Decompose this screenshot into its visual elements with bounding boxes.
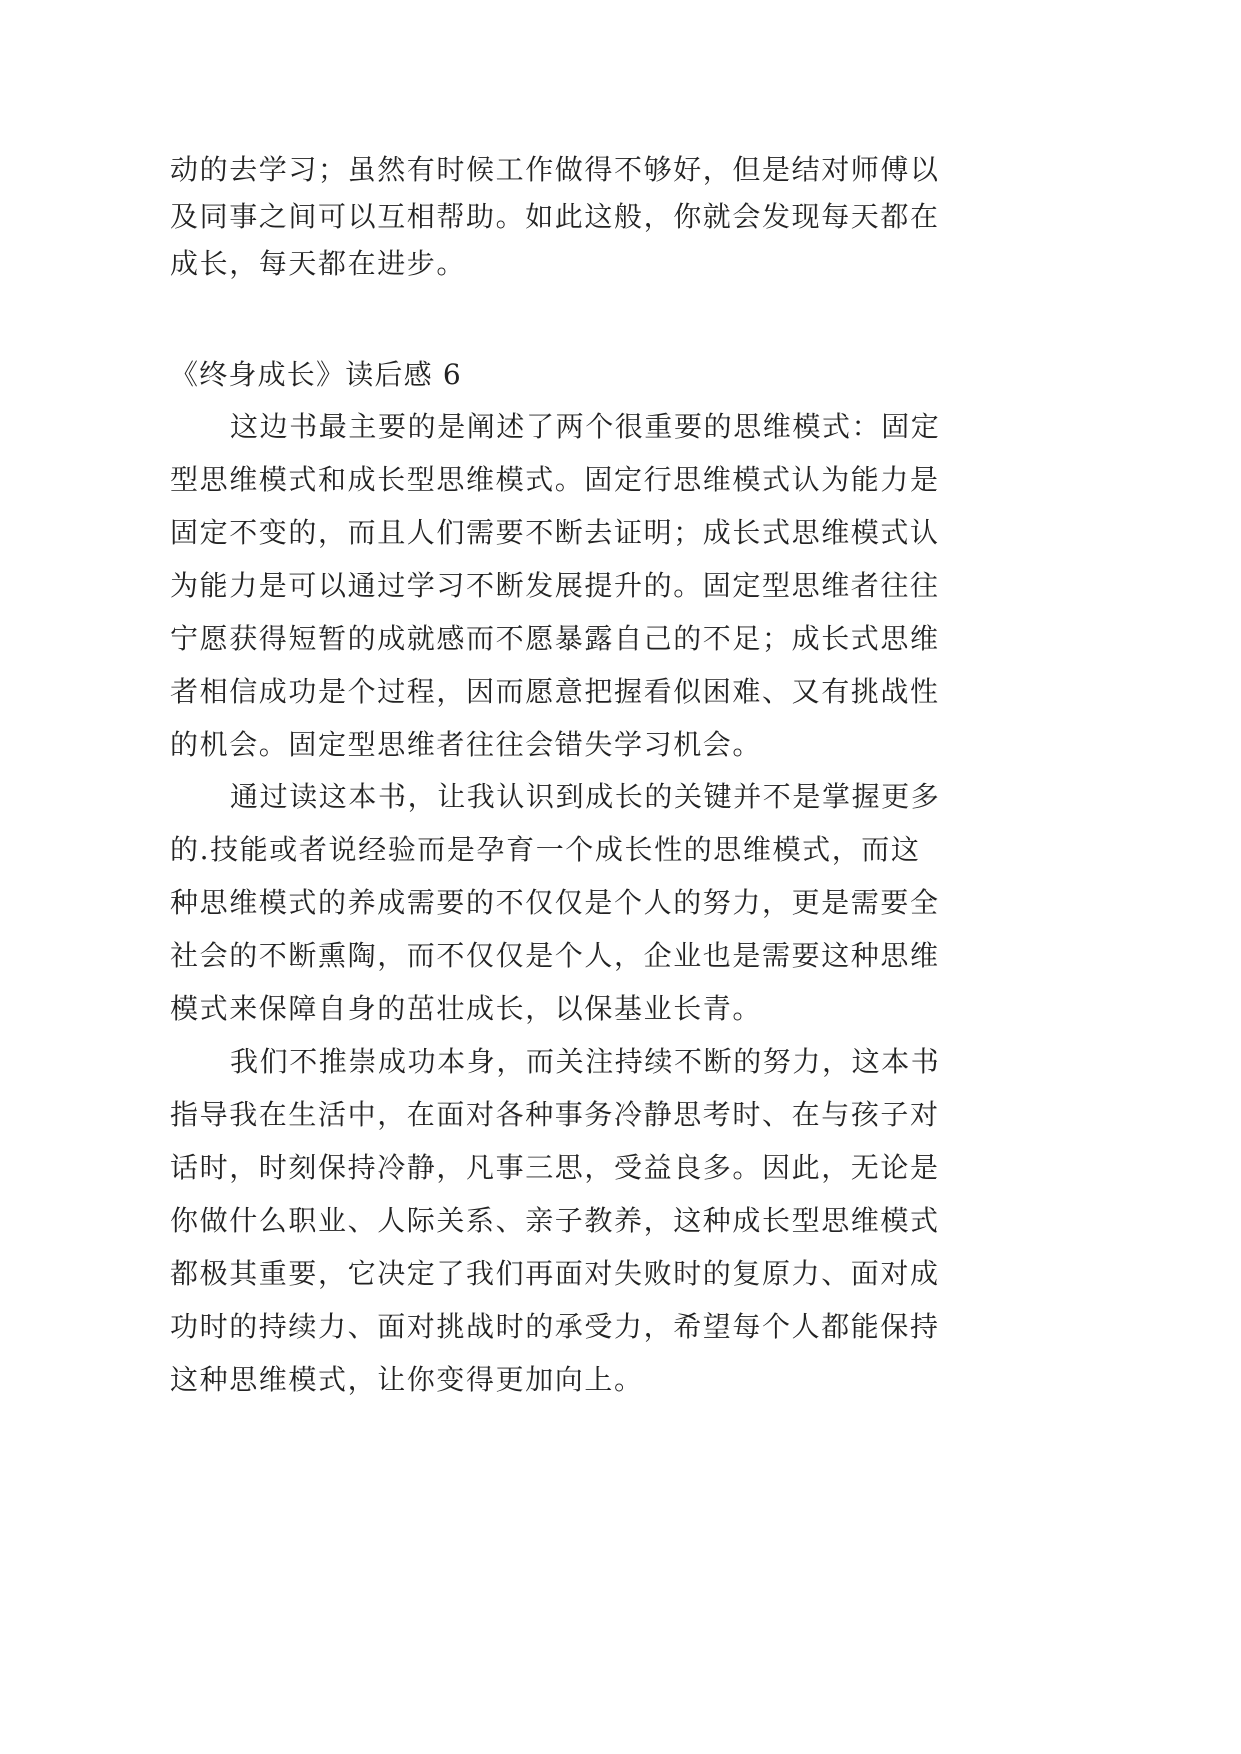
text-line: 这种思维模式，让你变得更加向上。 [170, 1363, 644, 1396]
text-line: 者相信成功是个过程，因而愿意把握看似困难、又有挑战性 [170, 675, 940, 708]
text-line: 种思维模式的养成需要的不仅仅是个人的努力，更是需要全 [170, 886, 940, 919]
text-line: 都极其重要，它决定了我们再面对失败时的复原力、面对成 [170, 1257, 940, 1290]
section-heading: 《终身成长》读后感 6 [170, 358, 462, 391]
text-line: 社会的不断熏陶，而不仅仅是个人，企业也是需要这种思维 [170, 939, 940, 972]
text-line: 通过读这本书，让我认识到成长的关键并不是掌握更多 [230, 780, 941, 813]
text-line: 我们不推崇成功本身，而关注持续不断的努力，这本书 [230, 1045, 941, 1078]
text-line: 指导我在生活中，在面对各种事务冷静思考时、在与孩子对 [170, 1098, 940, 1131]
text-line: 型思维模式和成长型思维模式。固定行思维模式认为能力是 [170, 463, 940, 496]
text-line: 功时的持续力、面对挑战时的承受力，希望每个人都能保持 [170, 1310, 940, 1343]
text-line: 为能力是可以通过学习不断发展提升的。固定型思维者往往 [170, 569, 940, 602]
text-line: 这边书最主要的是阐述了两个很重要的思维模式：固定 [230, 410, 941, 443]
text-line: 的机会。固定型思维者往往会错失学习机会。 [170, 728, 763, 761]
text-line: 话时，时刻保持冷静，凡事三思，受益良多。因此，无论是 [170, 1151, 940, 1184]
text-line: 模式来保障自身的茁壮成长，以保基业长青。 [170, 992, 763, 1025]
text-line: 你做什么职业、人际关系、亲子教养，这种成长型思维模式 [170, 1204, 940, 1237]
text-line: 动的去学习；虽然有时候工作做得不够好，但是结对师傅以 [170, 153, 940, 186]
text-line: 宁愿获得短暂的成就感而不愿暴露自己的不足；成长式思维 [170, 622, 940, 655]
text-line: 的.技能或者说经验而是孕育一个成长性的思维模式，而这 [170, 833, 921, 866]
text-line: 固定不变的，而且人们需要不断去证明；成长式思维模式认 [170, 516, 940, 549]
text-line: 及同事之间可以互相帮助。如此这般，你就会发现每天都在 [170, 200, 940, 233]
text-line: 成长，每天都在进步。 [170, 247, 467, 280]
